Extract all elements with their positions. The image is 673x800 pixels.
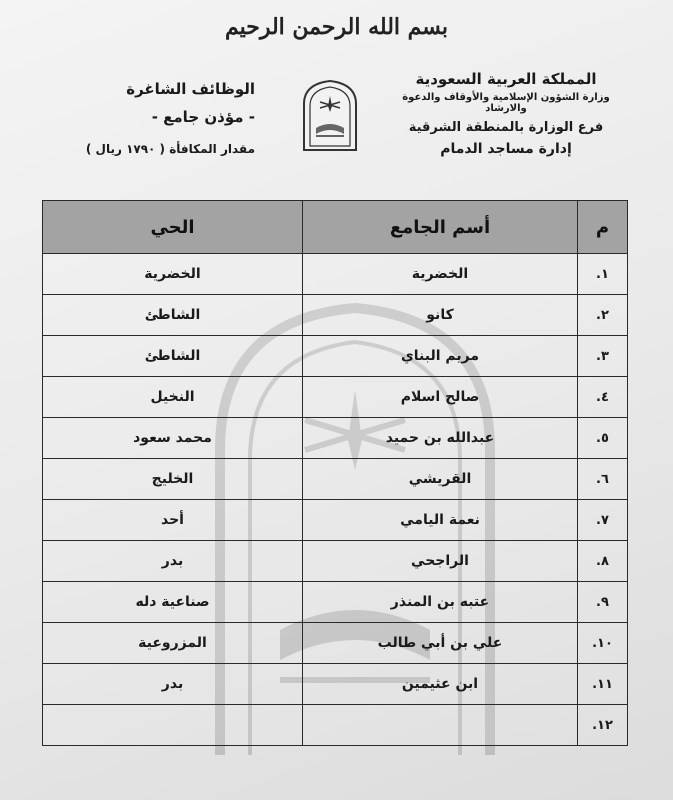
row-number: ٧. [578,500,628,541]
mosque-name: صالح اسلام [303,377,578,418]
district-name: صناعية دله [43,582,303,623]
table-row [43,664,628,705]
vacancy-info [55,80,255,156]
row-number: ٢. [578,295,628,336]
header-number: م [578,201,628,254]
department-name: إدارة مساجد الدمام [440,141,572,157]
table-row [43,377,628,418]
row-number: ٩. [578,582,628,623]
table-row [43,582,628,623]
row-number: ١. [578,254,628,295]
mosque-name: ابن عثيمين [303,664,578,705]
ministry-name: وزارة الشؤون الإسلامية والأوقاف والدعوة والارشاد [402,92,610,114]
table-row [43,541,628,582]
mosque-name: كانو [303,295,578,336]
row-number: ٦. [578,459,628,500]
table-row [43,336,628,377]
table-row [43,254,628,295]
letterhead-right [381,70,631,157]
kingdom-name: المملكة العربية السعودية [415,70,597,88]
district-name: محمد سعود [43,418,303,459]
mosque-name [303,705,578,746]
mosque-name: الخضرية [303,254,578,295]
district-name: الشاطئ [43,295,303,336]
district-name: الخليج [43,459,303,500]
table-row [43,459,628,500]
vacancies-table [42,200,628,746]
row-number: ١٠. [578,623,628,664]
district-name: المزروعية [43,623,303,664]
mosque-name: علي بن أبي طالب [303,623,578,664]
header-mosque-name: أسم الجامع [303,201,578,254]
ministry-emblem-icon [300,78,360,152]
table-row [43,623,628,664]
mosque-name: القريشي [303,459,578,500]
district-name: بدر [43,541,303,582]
table-row [43,295,628,336]
district-name: النخيل [43,377,303,418]
mosque-name: الراجحي [303,541,578,582]
table-row [43,418,628,459]
row-number: ٥. [578,418,628,459]
mosque-name: نعمة اليامي [303,500,578,541]
mosque-name: عتبه بن المنذر [303,582,578,623]
bismillah: بسم الله الرحمن الرحيم [224,14,449,40]
job-name: - مؤذن جامع - [151,108,255,126]
table-header-row [43,201,628,254]
row-number: ١٢. [578,705,628,746]
branch-name: فرع الوزارة بالمنطقة الشرقية [408,120,604,135]
district-name [43,705,303,746]
row-number: ١١. [578,664,628,705]
table-row [43,705,628,746]
row-number: ٣. [578,336,628,377]
district-name: الخضرية [43,254,303,295]
mosque-name: عبدالله بن حميد [303,418,578,459]
row-number: ٨. [578,541,628,582]
table-row [43,500,628,541]
mosque-name: مريم البناي [303,336,578,377]
vacancies-title: الوظائف الشاغرة [126,80,255,98]
district-name: أحد [43,500,303,541]
reward-amount: مقدار المكافأة ( ١٧٩٠ ريال ) [85,142,255,156]
district-name: بدر [43,664,303,705]
row-number: ٤. [578,377,628,418]
header-district: الحي [43,201,303,254]
district-name: الشاطئ [43,336,303,377]
